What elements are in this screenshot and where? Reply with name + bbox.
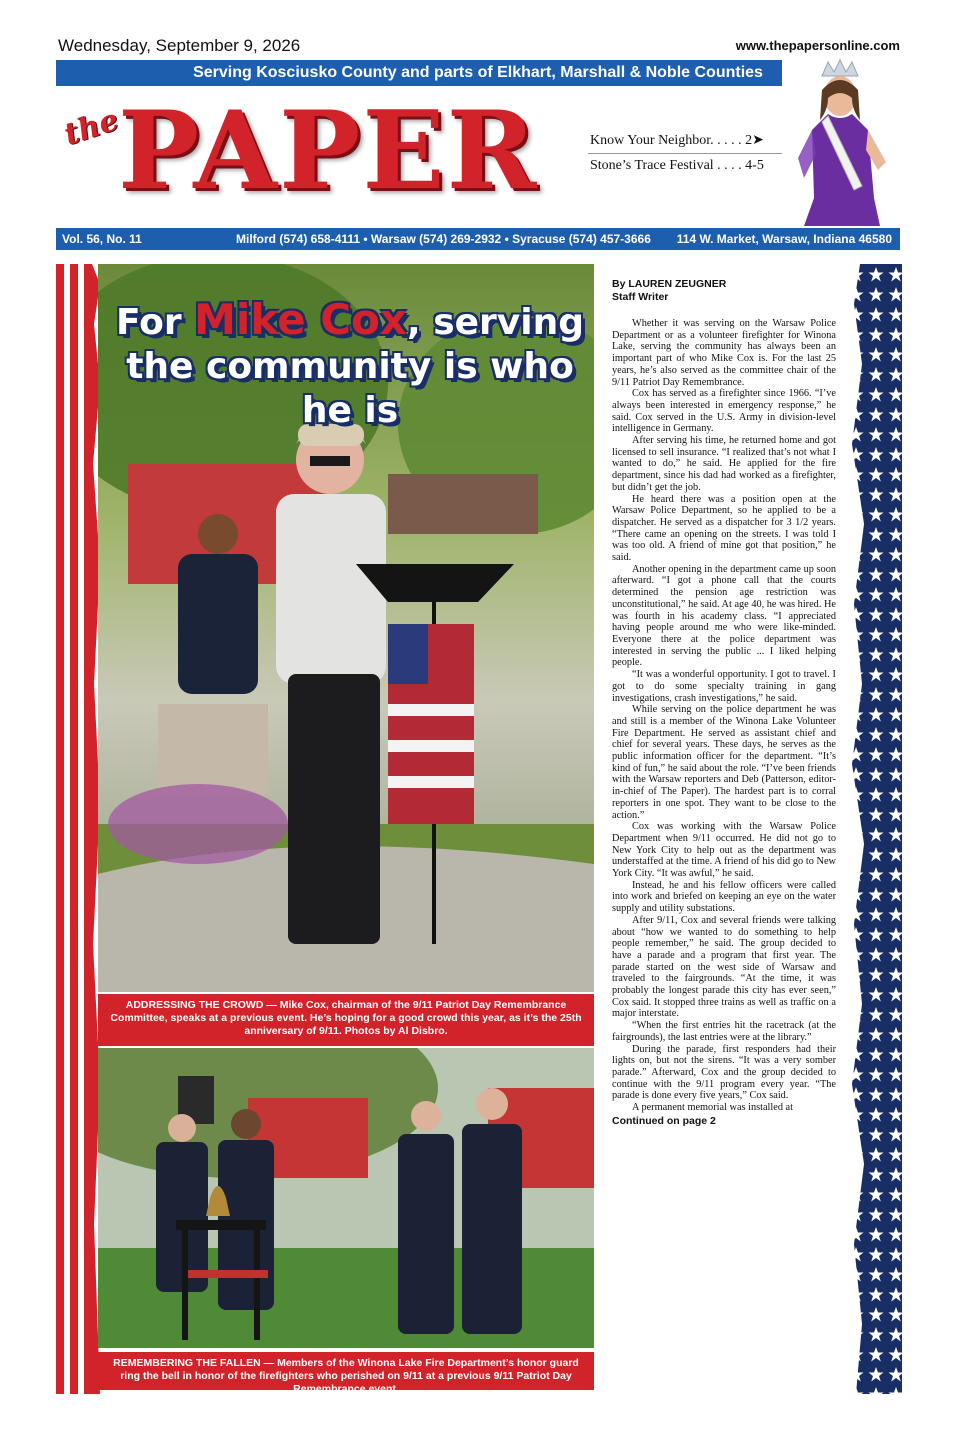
byline-name: By LAUREN ZEUGNER: [612, 278, 727, 290]
article-body: [612, 278, 836, 1128]
paragraph: “It was a wonderful opportunity. I got to travel. I got to do some specialty training in gang investigations, crash investigations,” he said.: [612, 669, 836, 704]
volume-number: Vol. 56, No. 11: [62, 232, 142, 246]
office-address: 114 W. Market, Warsaw, Indiana 46580: [676, 232, 892, 246]
masthead-title: PAPER: [118, 88, 539, 214]
paragraph: Whether it was serving on the Warsaw Police Department or as a volunteer firefighter for Winona Lake, serving the community has always been an important part of who Mike Cox is. For the last 25 years, he’s also served as the committee chair of the 9/11 Patriot Day Remembrance.: [612, 318, 836, 388]
byline: [612, 278, 836, 304]
paragraph: After serving his time, he returned home and got licensed to sell insurance. “I realized that’s not what I wanted to do,” he said. He applied for the fire department, since his dad had worked as a firefighter, but didn’t get the job.: [612, 435, 836, 493]
photo-caption-2: REMEMBERING THE FALLEN — Members of the Winona Lake Fire Department’s honor guard ring the bell in honor of the firefighters who perished on 9/11 at a previous 9/11 Patriot Day Remembrance event.: [98, 1352, 594, 1390]
cover-story: [56, 264, 902, 1394]
honor-guard-photo: [98, 1048, 594, 1348]
paragraph: During the parade, first responders had their lights on, but not the sirens. “It was a very somber parade.” Afterward, Cox and the group decided to continue with the 9/11 program every year. “The parade is done every five years,” Cox said.: [612, 1043, 836, 1102]
paragraph: While serving on the police department he was and still is a member of the Winona Lake Volunteer Fire Department. He served as assistant chief and chief for several years. These days, he serves as the public information officer for the department. “It’s kind of fun,” he said about the role. “I’ve been friends with the Warsaw reporters and Deb (Patterson, editor-in-chief of The Paper). The hardest part is to corral reporters in one spot. They want to be close to the action.”: [612, 704, 836, 821]
paragraph: He heard there was a position open at the Warsaw Police Department, so he applied to be a dispatcher. He served as a dispatcher for 3 1/2 years. “There came an opening on the streets. I was told I was too old. A friend of mine got that position,” he said.: [612, 493, 836, 564]
continued-link[interactable]: Continued on page 2: [612, 1114, 716, 1127]
story-headline: [100, 295, 600, 433]
info-bar: [56, 228, 900, 250]
inside-teasers: [588, 130, 802, 178]
photo-caption-1: ADDRESSING THE CROWD — Mike Cox, chairman of the 9/11 Patriot Day Remembrance Committee, speaks at a previous event. He’s hoping for a good crowd this year, as it’s the 25th anniversary of 9/11. Photos by Al Disbro.: [98, 994, 594, 1046]
byline-title: Staff Writer: [612, 291, 669, 303]
stars-border: [846, 264, 902, 1394]
paragraph: Cox has served as a firefighter since 1966. “I’ve always been interested in emergency response,” he said. Cox served in the U.S. Army in division-level intelligence in Germany.: [612, 388, 836, 435]
paragraph: After 9/11, Cox and several friends were talking about “how we wanted to do something to help people remember,” he said. The group decided to have a parade and a program that first year. The parade started on the west side of Warsaw and traveled to the fairgrounds. “At the time, it was probably the longest parade this city has ever seen,” Cox said. It stopped three trains as well as traffic on a major interstate.: [612, 914, 836, 1020]
headline-name: Mike Cox: [194, 295, 407, 344]
teaser-know-your-neighbor[interactable]: Know Your Neighbor. . . . . 2➤: [590, 133, 764, 148]
headline-pre: For: [115, 302, 195, 343]
masthead: [56, 88, 900, 224]
queen-photo: [782, 58, 902, 226]
paragraph: Cox was working with the Warsaw Police Department when 9/11 occurred. He did not go to New York City to help out as the department was understaffed at the time. A friend of his did go to New York City. “It was awful,” he said.: [612, 821, 836, 880]
stripes-border: [56, 264, 100, 1394]
paragraph: Instead, he and his fellow officers were called into work and briefed on keeping an eye on the water supply and utility substations.: [612, 879, 836, 915]
masthead-the: the: [59, 102, 123, 153]
website-url[interactable]: www.thepapersonline.com: [735, 38, 900, 53]
paragraph: Another opening in the department came up soon afterward. “I got a phone call that the courts determined the pension age restriction was unconstitutional,” he said. At age 40, he was hired. He was fourth in his academy class. “I appreciated having people around me who were like-minded. Everyone there at the police department was interested in serving the public ... I liked helping people.: [612, 563, 836, 669]
paragraph: A permanent memorial was installed at: [632, 1102, 793, 1114]
paragraph: “When the first entries hit the racetrack (at the fairgrounds), the last entries were at the library.”: [612, 1020, 836, 1043]
headline-post: , serving the community is who he is: [126, 302, 585, 431]
office-phones: Milford (574) 658-4111 • Warsaw (574) 269-2932 • Syracuse (574) 457-3666: [236, 232, 651, 246]
teaser-stones-trace[interactable]: Stone’s Trace Festival . . . . 4-5: [588, 153, 802, 178]
coverage-banner: Serving Kosciusko County and parts of Elkhart, Marshall & Noble Counties: [56, 60, 900, 86]
issue-date: Wednesday, September 9, 2026: [58, 36, 301, 55]
